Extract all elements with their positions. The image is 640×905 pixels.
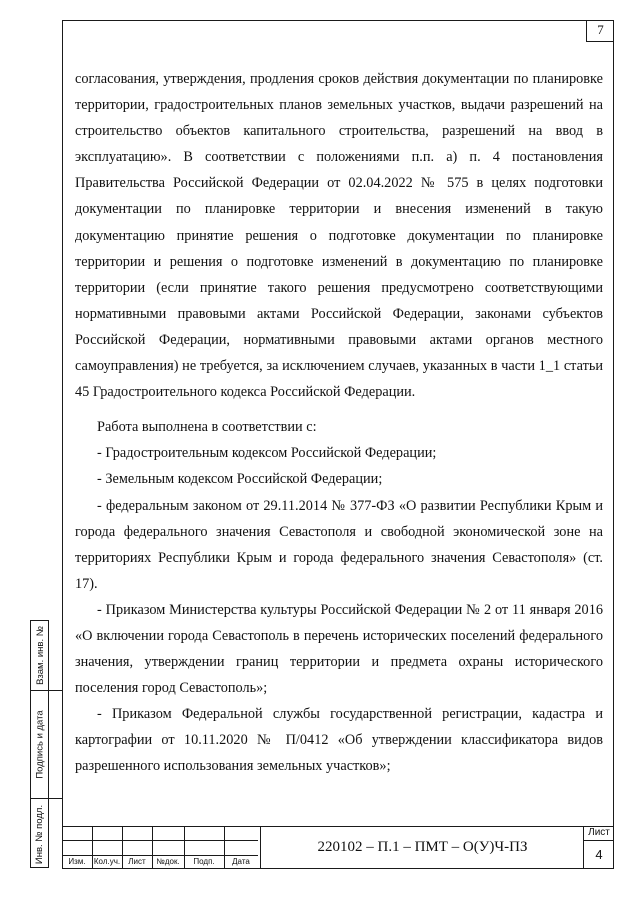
title-block-label-doc-number: №док. <box>156 857 180 866</box>
body-paragraph: - Приказом Министерства культуры Российской Федерации № 2 от 11 января 2016 «О включении города Севастополь в перечень исторических поселений федерального значения, утверждении границ территории и предмета охраны исторического поселения город Севастополь»; <box>75 601 603 697</box>
side-label-original-inventory: Инв. № подл. <box>34 804 46 864</box>
title-block-label-signature: Подп. <box>193 857 215 866</box>
body-paragraph: - Приказом Федеральной службы государственной регистрации, кадастра и картографии от 10.11.2020 № П/0412 «Об утверждении классификатора видов разрешенного использования земельных участков»; <box>75 706 603 775</box>
title-block-label-change: Изм. <box>68 857 86 866</box>
title-block-grid <box>62 826 258 869</box>
title-block-label-sheet: Лист <box>128 857 146 866</box>
title-block-label-date: Дата <box>232 857 250 866</box>
body-paragraph: согласования, утверждения, продления сроков действия документации по планировке территории, градостроительных планов земельных участков, выдачи разрешений на строительство объектов капитального строительства, разрешений на ввод в эксплуатацию». В соответствии с положениями п.п. а) п. 4 постановления Правительства Российской Федерации от 02.04.2022 № 575 в целях подготовки документации по планировке территории и внесения изменений в такую документацию принятие решения о подготовке документации по планировке территории и решения о подготовке изменений в документацию по планировке территории (если принятие такого решения предусмотрено соответствующими нормативными правовыми актами Российской Федерации, законами субъектов Российской Федерации, нормативными правовыми актами органов местного самоуправления) не требуется, за исключением случаев, указанных в части 1_1 статьи 45 Градостроительного кодекса Российской Федерации. <box>75 71 603 401</box>
title-block <box>62 826 614 869</box>
side-cell-signature-date <box>31 691 49 799</box>
side-cell-original-inventory <box>31 799 49 869</box>
title-block-label-quantity: Кол.уч. <box>93 857 121 866</box>
side-label-signature-date: Подпись и дата <box>34 710 46 779</box>
corner-page-number: 7 <box>586 20 614 42</box>
sheet-box <box>583 826 614 869</box>
side-cell-replacement-inventory <box>31 621 49 691</box>
body-paragraph: - Земельным кодексом Российской Федерации; <box>97 471 383 488</box>
sheet-label: Лист <box>584 826 614 841</box>
body-text <box>75 66 603 780</box>
body-paragraph: - федеральным законом от 29.11.2014 № 377-ФЗ «О развитии Республики Крым и города федерального значения Севастополя и свободной экономической зоне на территориях Республики Крым и города федерального значения Севастополя» (ст. 17). <box>75 497 603 592</box>
side-stamp-blank-column <box>48 620 62 868</box>
sheet-number: 4 <box>595 847 603 862</box>
document-code: 220102 – П.1 – ПМТ – О(У)Ч-ПЗ <box>260 826 584 869</box>
side-stamp <box>30 620 48 868</box>
body-paragraph: - Градостроительным кодексом Российской Федерации; <box>97 445 437 462</box>
side-label-replacement-inventory: Взам. инв. № <box>34 626 46 685</box>
body-paragraph: Работа выполнена в соответствии с: <box>97 419 317 436</box>
